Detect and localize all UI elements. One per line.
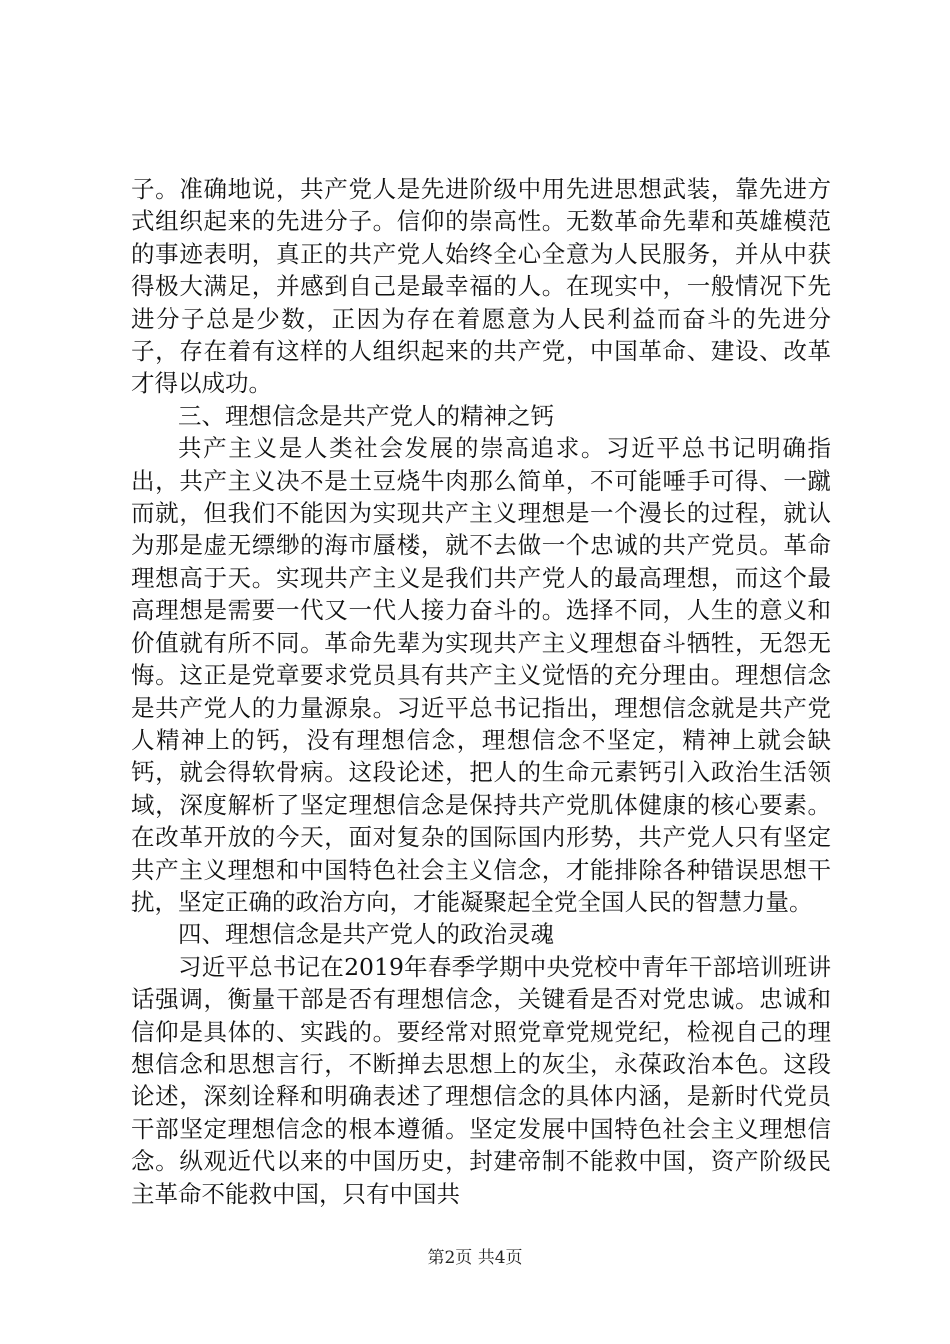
- document-body: [131, 173, 831, 1210]
- section-heading-3: 三、理想信念是共产党人的精神之钙: [178, 401, 554, 430]
- section-heading-4: 四、理想信念是共产党人的政治灵魂: [178, 920, 554, 949]
- paragraph-section-4: 习近平总书记在2019年春季学期中央党校中青年干部培训班讲话强调，衡量干部是否有理想信念，关键看是否对党忠诚。忠诚和信仰是具体的、实践的。要经常对照党章党规党纪，检视自己的理想信念和思想言行，不断掸去思想上的灰尘，永葆政治本色。这段论述，深刻诠释和明确表述了理想信念的具体内涵，是新时代党员干部坚定理想信念的根本遵循。坚定发展中国特色社会主义理想信念。纵观近代以来的中国历史，封建帝制不能救中国，资产阶级民主革命不能救中国，只有中国共: [131, 952, 831, 1208]
- paragraph-continued: 子。准确地说，共产党人是先进阶级中用先进思想武装，靠先进方式组织起来的先进分子。信仰的崇高性。无数革命先辈和英雄模范的事迹表明，真正的共产党人始终全心全意为人民服务，并从中获得极大满足，并感到自己是最幸福的人。在现实中，一般情况下先进分子总是少数，正因为存在着愿意为人民利益而奋斗的先进分子，存在着有这样的人组织起来的共产党，中国革命、建设、改革才得以成功。: [131, 175, 831, 398]
- paragraph-section-3: 共产主义是人类社会发展的崇高追求。习近平总书记明确指出，共产主义决不是土豆烧牛肉那么简单，不可能唾手可得、一蹴而就，但我们不能因为实现共产主义理想是一个漫长的过程，就认为那是虚无缥缈的海市蜃楼，就不去做一个忠诚的共产党员。革命理想高于天。实现共产主义是我们共产党人的最高理想，而这个最高理想是需要一代又一代人接力奋斗的。选择不同，人生的意义和价值就有所不同。革命先辈为实现共产主义理想奋斗牺牲，无怨无悔。这正是党章要求党员具有共产主义觉悟的充分理由。理想信念是共产党人的力量源泉。习近平总书记指出，理想信念就是共产党人精神上的钙，没有理想信念，理想信念不坚定，精神上就会缺钙，就会得软骨病。这段论述，把人的生命元素钙引入政治生活领域，深度解析了坚定理想信念是保持共产党肌体健康的核心要素。在改革开放的今天，面对复杂的国际国内形势，共产党人只有坚定共产主义理想和中国特色社会主义信念，才能排除各种错误思想干扰，坚定正确的政治方向，才能凝聚起全党全国人民的智慧力量。: [131, 434, 831, 916]
- page-footer: 第2页 共4页: [427, 1248, 523, 1268]
